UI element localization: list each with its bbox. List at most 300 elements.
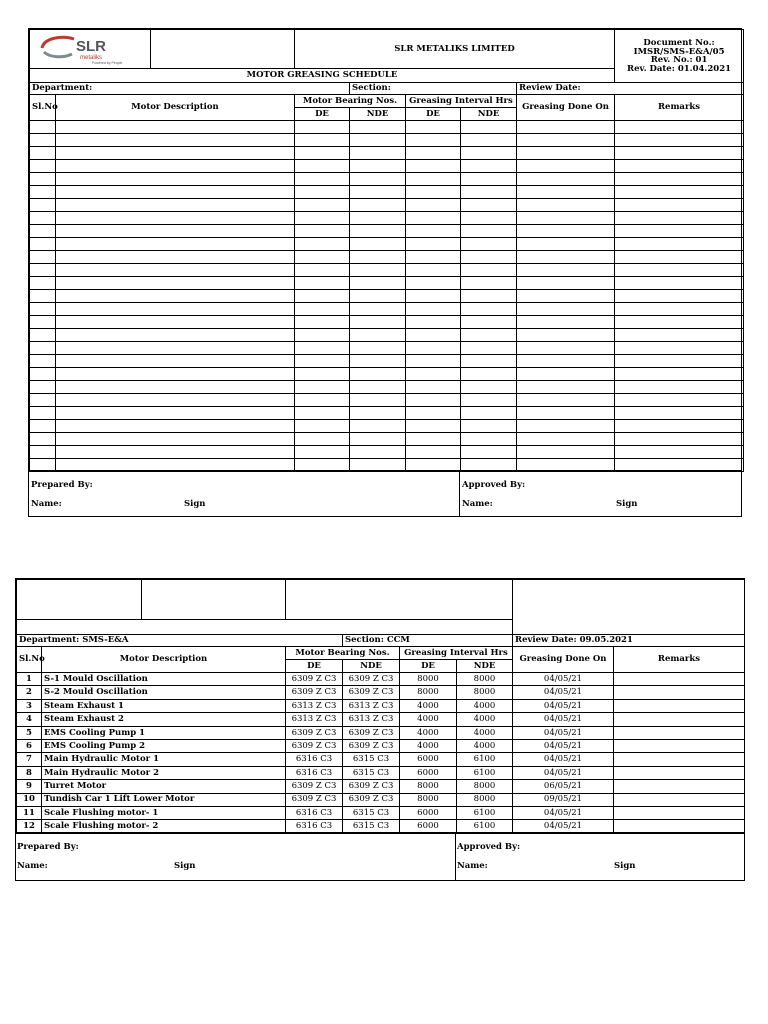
col-greasing-done-on: Greasing Done On bbox=[517, 95, 615, 121]
blank-cell bbox=[295, 446, 350, 459]
blank-cell bbox=[56, 173, 295, 186]
row-slno: 2 bbox=[17, 686, 42, 699]
blank-row bbox=[30, 225, 744, 238]
row-greasing-done-on: 04/05/21 bbox=[513, 739, 614, 752]
blank-cell bbox=[350, 212, 406, 225]
blank-cell bbox=[615, 342, 744, 355]
prepared-name-label: Name: bbox=[31, 499, 62, 509]
blank-form-table bbox=[29, 29, 744, 472]
blank-cell bbox=[30, 238, 56, 251]
blank-row bbox=[30, 186, 744, 199]
blank-cell bbox=[461, 355, 517, 368]
blank-cell bbox=[461, 329, 517, 342]
row-interval-de: 8000 bbox=[400, 673, 457, 686]
blank-cell bbox=[350, 420, 406, 433]
table-row bbox=[17, 793, 745, 806]
row-interval-nde: 8000 bbox=[457, 673, 513, 686]
blank-cell bbox=[461, 316, 517, 329]
blank-cell bbox=[350, 199, 406, 212]
form-title: MOTOR GREASING SCHEDULE bbox=[30, 69, 615, 83]
row-bearing-de: 6309 Z C3 bbox=[286, 726, 343, 739]
blank-cell bbox=[56, 381, 295, 394]
blank-cell bbox=[295, 394, 350, 407]
blank-cell bbox=[517, 420, 615, 433]
blank-cell bbox=[461, 277, 517, 290]
blank-cell bbox=[30, 420, 56, 433]
row-interval-de: 4000 bbox=[400, 739, 457, 752]
blank-cell bbox=[517, 433, 615, 446]
blank-cell bbox=[517, 277, 615, 290]
blank-cell bbox=[615, 186, 744, 199]
row-description: Steam Exhaust 2 bbox=[42, 713, 286, 726]
blank-cell bbox=[350, 121, 406, 134]
blank-cell bbox=[517, 186, 615, 199]
blank-cell bbox=[56, 316, 295, 329]
blank-cell bbox=[56, 251, 295, 264]
blank-cell bbox=[56, 134, 295, 147]
col-interval-nde: NDE bbox=[457, 660, 513, 673]
row-interval-nde: 8000 bbox=[457, 686, 513, 699]
blank-greasing-form bbox=[28, 28, 742, 517]
blank-rows bbox=[30, 121, 744, 472]
row-interval-nde: 6100 bbox=[457, 820, 513, 833]
row-interval-nde: 4000 bbox=[457, 726, 513, 739]
blank-cell bbox=[350, 329, 406, 342]
blank-cell bbox=[615, 290, 744, 303]
col-remarks: Remarks bbox=[614, 647, 745, 673]
blank-cell bbox=[295, 134, 350, 147]
blank-cell bbox=[517, 251, 615, 264]
row-interval-de: 4000 bbox=[400, 713, 457, 726]
blank-cell bbox=[295, 316, 350, 329]
blank-cell bbox=[461, 160, 517, 173]
blank-cell bbox=[295, 420, 350, 433]
blank-cell bbox=[406, 433, 461, 446]
blank-cell bbox=[30, 173, 56, 186]
slr-logo-icon bbox=[30, 30, 148, 66]
blank-row bbox=[30, 212, 744, 225]
document-info bbox=[615, 30, 744, 83]
blank-cell bbox=[30, 121, 56, 134]
blank-cell bbox=[406, 355, 461, 368]
blank-row bbox=[30, 147, 744, 160]
row-bearing-nde: 6315 C3 bbox=[343, 820, 400, 833]
blank-cell bbox=[461, 173, 517, 186]
blank-cell bbox=[350, 368, 406, 381]
approved-sign-label: Sign bbox=[616, 499, 638, 509]
approved-name-label: Name: bbox=[462, 499, 493, 509]
row-description: Turret Motor bbox=[42, 780, 286, 793]
row-remarks bbox=[614, 699, 745, 712]
blank-cell bbox=[406, 342, 461, 355]
blank-cell bbox=[406, 212, 461, 225]
blank-cell bbox=[461, 225, 517, 238]
blank-cell bbox=[30, 342, 56, 355]
row-bearing-de: 6309 Z C3 bbox=[286, 686, 343, 699]
blank-cell bbox=[30, 355, 56, 368]
blank-cell bbox=[461, 264, 517, 277]
table-row bbox=[17, 806, 745, 819]
blank-cell bbox=[295, 238, 350, 251]
blank-cell bbox=[56, 342, 295, 355]
prepared-name-label: Name: bbox=[17, 861, 48, 871]
blank-cell bbox=[406, 290, 461, 303]
blank-cell bbox=[56, 329, 295, 342]
logo-sub: metaliks bbox=[80, 55, 103, 61]
blank-cell bbox=[56, 446, 295, 459]
blank-cell bbox=[30, 316, 56, 329]
document-number: Document No.: IMSR/SMS-E&A/05 bbox=[633, 38, 725, 57]
revision-number: Rev. No.: 01 bbox=[650, 55, 708, 65]
row-bearing-de: 6309 Z C3 bbox=[286, 673, 343, 686]
row-bearing-de: 6309 Z C3 bbox=[286, 739, 343, 752]
blank-cell bbox=[56, 355, 295, 368]
blank-row bbox=[30, 238, 744, 251]
blank-cell bbox=[406, 329, 461, 342]
header-company-box bbox=[286, 580, 513, 620]
blank-cell bbox=[406, 316, 461, 329]
blank-cell bbox=[517, 134, 615, 147]
row-interval-nde: 6100 bbox=[457, 766, 513, 779]
col-remarks: Remarks bbox=[615, 95, 744, 121]
blank-cell bbox=[295, 303, 350, 316]
col-description: Motor Description bbox=[56, 95, 295, 121]
blank-cell bbox=[56, 186, 295, 199]
blank-cell bbox=[615, 329, 744, 342]
row-description: EMS Cooling Pump 1 bbox=[42, 726, 286, 739]
blank-cell bbox=[295, 381, 350, 394]
prepared-by-label: Prepared By: bbox=[31, 480, 93, 490]
row-description: S-2 Mould Oscillation bbox=[42, 686, 286, 699]
blank-cell bbox=[30, 446, 56, 459]
row-bearing-nde: 6309 Z C3 bbox=[343, 686, 400, 699]
row-interval-nde: 6100 bbox=[457, 753, 513, 766]
company-name: SLR METALIKS LIMITED bbox=[295, 30, 615, 69]
blank-cell bbox=[517, 407, 615, 420]
row-interval-de: 6000 bbox=[400, 766, 457, 779]
blank-cell bbox=[461, 134, 517, 147]
blank-cell bbox=[406, 238, 461, 251]
blank-cell bbox=[30, 212, 56, 225]
row-greasing-done-on: 04/05/21 bbox=[513, 699, 614, 712]
row-bearing-de: 6316 C3 bbox=[286, 753, 343, 766]
review-date-value: Review Date: 09.05.2021 bbox=[513, 635, 745, 647]
row-greasing-done-on: 04/05/21 bbox=[513, 686, 614, 699]
blank-cell bbox=[350, 238, 406, 251]
blank-cell bbox=[461, 433, 517, 446]
row-bearing-de: 6309 Z C3 bbox=[286, 780, 343, 793]
blank-cell bbox=[295, 147, 350, 160]
row-bearing-nde: 6313 Z C3 bbox=[343, 699, 400, 712]
blank-row bbox=[30, 446, 744, 459]
row-bearing-de: 6316 C3 bbox=[286, 820, 343, 833]
blank-row bbox=[30, 173, 744, 186]
blank-cell bbox=[461, 238, 517, 251]
row-remarks bbox=[614, 766, 745, 779]
blank-cell bbox=[615, 433, 744, 446]
blank-cell bbox=[406, 160, 461, 173]
header-document-box bbox=[513, 580, 745, 635]
blank-cell bbox=[517, 303, 615, 316]
signature-block bbox=[29, 470, 741, 517]
row-bearing-nde: 6309 Z C3 bbox=[343, 739, 400, 752]
blank-cell bbox=[517, 316, 615, 329]
blank-cell bbox=[517, 355, 615, 368]
blank-cell bbox=[56, 394, 295, 407]
blank-cell bbox=[30, 160, 56, 173]
blank-cell bbox=[350, 381, 406, 394]
blank-cell bbox=[615, 134, 744, 147]
row-bearing-de: 6309 Z C3 bbox=[286, 793, 343, 806]
table-row bbox=[17, 713, 745, 726]
col-bearing-nde: NDE bbox=[343, 660, 400, 673]
col-bearing-de: DE bbox=[295, 108, 350, 121]
blank-cell bbox=[615, 212, 744, 225]
blank-cell bbox=[295, 225, 350, 238]
blank-cell bbox=[350, 160, 406, 173]
blank-cell bbox=[406, 277, 461, 290]
blank-cell bbox=[295, 251, 350, 264]
blank-cell bbox=[615, 381, 744, 394]
blank-cell bbox=[615, 407, 744, 420]
blank-cell bbox=[406, 121, 461, 134]
blank-cell bbox=[461, 394, 517, 407]
row-description: Tundish Car 1 Lift Lower Motor bbox=[42, 793, 286, 806]
row-bearing-de: 6313 Z C3 bbox=[286, 713, 343, 726]
section-value: Section: CCM bbox=[343, 635, 513, 647]
blank-cell bbox=[30, 394, 56, 407]
blank-cell bbox=[615, 199, 744, 212]
blank-cell bbox=[517, 212, 615, 225]
blank-row bbox=[30, 277, 744, 290]
blank-cell bbox=[517, 199, 615, 212]
blank-cell bbox=[350, 251, 406, 264]
blank-cell bbox=[350, 394, 406, 407]
row-interval-de: 4000 bbox=[400, 699, 457, 712]
row-slno: 6 bbox=[17, 739, 42, 752]
row-interval-nde: 4000 bbox=[457, 739, 513, 752]
row-description: S-1 Mould Oscillation bbox=[42, 673, 286, 686]
blank-cell bbox=[615, 420, 744, 433]
blank-cell bbox=[615, 303, 744, 316]
blank-cell bbox=[56, 147, 295, 160]
blank-cell bbox=[350, 303, 406, 316]
prepared-sign-label: Sign bbox=[174, 861, 196, 871]
row-description: Steam Exhaust 1 bbox=[42, 699, 286, 712]
blank-cell bbox=[406, 186, 461, 199]
blank-cell bbox=[615, 225, 744, 238]
blank-cell bbox=[30, 186, 56, 199]
blank-cell bbox=[295, 199, 350, 212]
table-row bbox=[17, 780, 745, 793]
department-label: Department: bbox=[30, 83, 350, 95]
blank-cell bbox=[30, 329, 56, 342]
blank-cell bbox=[615, 121, 744, 134]
blank-row bbox=[30, 264, 744, 277]
row-slno: 8 bbox=[17, 766, 42, 779]
row-interval-de: 8000 bbox=[400, 686, 457, 699]
blank-cell bbox=[517, 381, 615, 394]
blank-cell bbox=[461, 446, 517, 459]
row-interval-de: 8000 bbox=[400, 780, 457, 793]
blank-cell bbox=[350, 290, 406, 303]
col-slno: Sl.No bbox=[17, 647, 42, 673]
approved-by-label: Approved By: bbox=[457, 842, 521, 852]
row-description: Main Hydraulic Motor 1 bbox=[42, 753, 286, 766]
blank-cell bbox=[350, 407, 406, 420]
blank-cell bbox=[56, 290, 295, 303]
blank-row bbox=[30, 407, 744, 420]
blank-cell bbox=[30, 225, 56, 238]
blank-cell bbox=[30, 407, 56, 420]
blank-cell bbox=[517, 290, 615, 303]
blank-cell bbox=[615, 316, 744, 329]
blank-cell bbox=[295, 277, 350, 290]
blank-cell bbox=[406, 446, 461, 459]
blank-cell bbox=[56, 264, 295, 277]
logo-brand: SLR bbox=[76, 38, 106, 55]
approved-by-label: Approved By: bbox=[462, 480, 526, 490]
row-slno: 7 bbox=[17, 753, 42, 766]
blank-cell bbox=[406, 394, 461, 407]
row-interval-nde: 6100 bbox=[457, 806, 513, 819]
blank-row bbox=[30, 290, 744, 303]
prepared-by-label: Prepared By: bbox=[17, 842, 79, 852]
blank-row bbox=[30, 329, 744, 342]
row-interval-de: 6000 bbox=[400, 806, 457, 819]
row-description: Scale Flushing motor- 1 bbox=[42, 806, 286, 819]
row-slno: 3 bbox=[17, 699, 42, 712]
blank-row bbox=[30, 121, 744, 134]
row-greasing-done-on: 06/05/21 bbox=[513, 780, 614, 793]
row-interval-de: 6000 bbox=[400, 820, 457, 833]
row-interval-nde: 8000 bbox=[457, 793, 513, 806]
row-greasing-done-on: 04/05/21 bbox=[513, 820, 614, 833]
blank-cell bbox=[461, 368, 517, 381]
blank-cell bbox=[517, 394, 615, 407]
blank-cell bbox=[517, 368, 615, 381]
row-slno: 11 bbox=[17, 806, 42, 819]
row-bearing-nde: 6315 C3 bbox=[343, 806, 400, 819]
row-bearing-nde: 6313 Z C3 bbox=[343, 713, 400, 726]
col-interval-de: DE bbox=[406, 108, 461, 121]
row-bearing-de: 6316 C3 bbox=[286, 766, 343, 779]
blank-cell bbox=[615, 251, 744, 264]
row-greasing-done-on: 04/05/21 bbox=[513, 726, 614, 739]
section-label: Section: bbox=[350, 83, 517, 95]
blank-cell bbox=[30, 290, 56, 303]
row-interval-de: 8000 bbox=[400, 793, 457, 806]
table-row bbox=[17, 739, 745, 752]
table-row bbox=[17, 699, 745, 712]
blank-cell bbox=[615, 264, 744, 277]
blank-cell bbox=[295, 329, 350, 342]
blank-cell bbox=[615, 147, 744, 160]
blank-cell bbox=[615, 446, 744, 459]
blank-row bbox=[30, 134, 744, 147]
col-interval-de: DE bbox=[400, 660, 457, 673]
blank-cell bbox=[350, 173, 406, 186]
row-bearing-nde: 6315 C3 bbox=[343, 753, 400, 766]
row-interval-de: 4000 bbox=[400, 726, 457, 739]
blank-row bbox=[30, 342, 744, 355]
row-remarks bbox=[614, 686, 745, 699]
blank-cell bbox=[295, 433, 350, 446]
blank-cell bbox=[30, 381, 56, 394]
row-remarks bbox=[614, 713, 745, 726]
blank-cell bbox=[30, 251, 56, 264]
blank-cell bbox=[30, 368, 56, 381]
blank-cell bbox=[517, 121, 615, 134]
blank-cell bbox=[295, 290, 350, 303]
blank-cell bbox=[30, 433, 56, 446]
blank-cell bbox=[406, 199, 461, 212]
blank-cell bbox=[350, 446, 406, 459]
blank-cell bbox=[406, 407, 461, 420]
filled-form-table bbox=[16, 579, 745, 834]
company-logo bbox=[30, 30, 151, 68]
blank-cell bbox=[461, 407, 517, 420]
col-greasing-done-on: Greasing Done On bbox=[513, 647, 614, 673]
blank-cell bbox=[350, 342, 406, 355]
blank-cell bbox=[56, 368, 295, 381]
col-interval-nde: NDE bbox=[461, 108, 517, 121]
blank-cell bbox=[295, 264, 350, 277]
blank-cell bbox=[615, 368, 744, 381]
blank-cell bbox=[56, 238, 295, 251]
table-row bbox=[17, 766, 745, 779]
blank-cell bbox=[461, 420, 517, 433]
blank-cell bbox=[350, 147, 406, 160]
blank-cell bbox=[30, 277, 56, 290]
blank-cell bbox=[406, 251, 461, 264]
table-row bbox=[17, 686, 745, 699]
blank-row bbox=[30, 316, 744, 329]
blank-cell bbox=[461, 342, 517, 355]
blank-cell bbox=[406, 134, 461, 147]
blank-cell bbox=[56, 225, 295, 238]
approved-sign-label: Sign bbox=[614, 861, 636, 871]
col-description: Motor Description bbox=[42, 647, 286, 673]
row-remarks bbox=[614, 753, 745, 766]
blank-cell bbox=[517, 238, 615, 251]
prepared-sign-label: Sign bbox=[184, 499, 206, 509]
row-remarks bbox=[614, 726, 745, 739]
blank-cell bbox=[295, 160, 350, 173]
row-slno: 9 bbox=[17, 780, 42, 793]
row-interval-nde: 8000 bbox=[457, 780, 513, 793]
revision-date: Rev. Date: 01.04.2021 bbox=[627, 63, 732, 74]
blank-cell bbox=[295, 368, 350, 381]
blank-cell bbox=[56, 160, 295, 173]
blank-cell bbox=[461, 121, 517, 134]
blank-cell bbox=[350, 355, 406, 368]
blank-cell bbox=[615, 238, 744, 251]
blank-cell bbox=[295, 342, 350, 355]
blank-cell bbox=[406, 420, 461, 433]
row-greasing-done-on: 04/05/21 bbox=[513, 753, 614, 766]
col-bearing-nos: Motor Bearing Nos. bbox=[286, 647, 400, 660]
blank-cell bbox=[406, 147, 461, 160]
row-interval-nde: 4000 bbox=[457, 713, 513, 726]
title-box bbox=[17, 620, 513, 635]
col-bearing-nos: Motor Bearing Nos. bbox=[295, 95, 406, 108]
blank-cell bbox=[406, 264, 461, 277]
col-bearing-de: DE bbox=[286, 660, 343, 673]
blank-cell bbox=[350, 277, 406, 290]
row-remarks bbox=[614, 793, 745, 806]
blank-cell bbox=[56, 212, 295, 225]
